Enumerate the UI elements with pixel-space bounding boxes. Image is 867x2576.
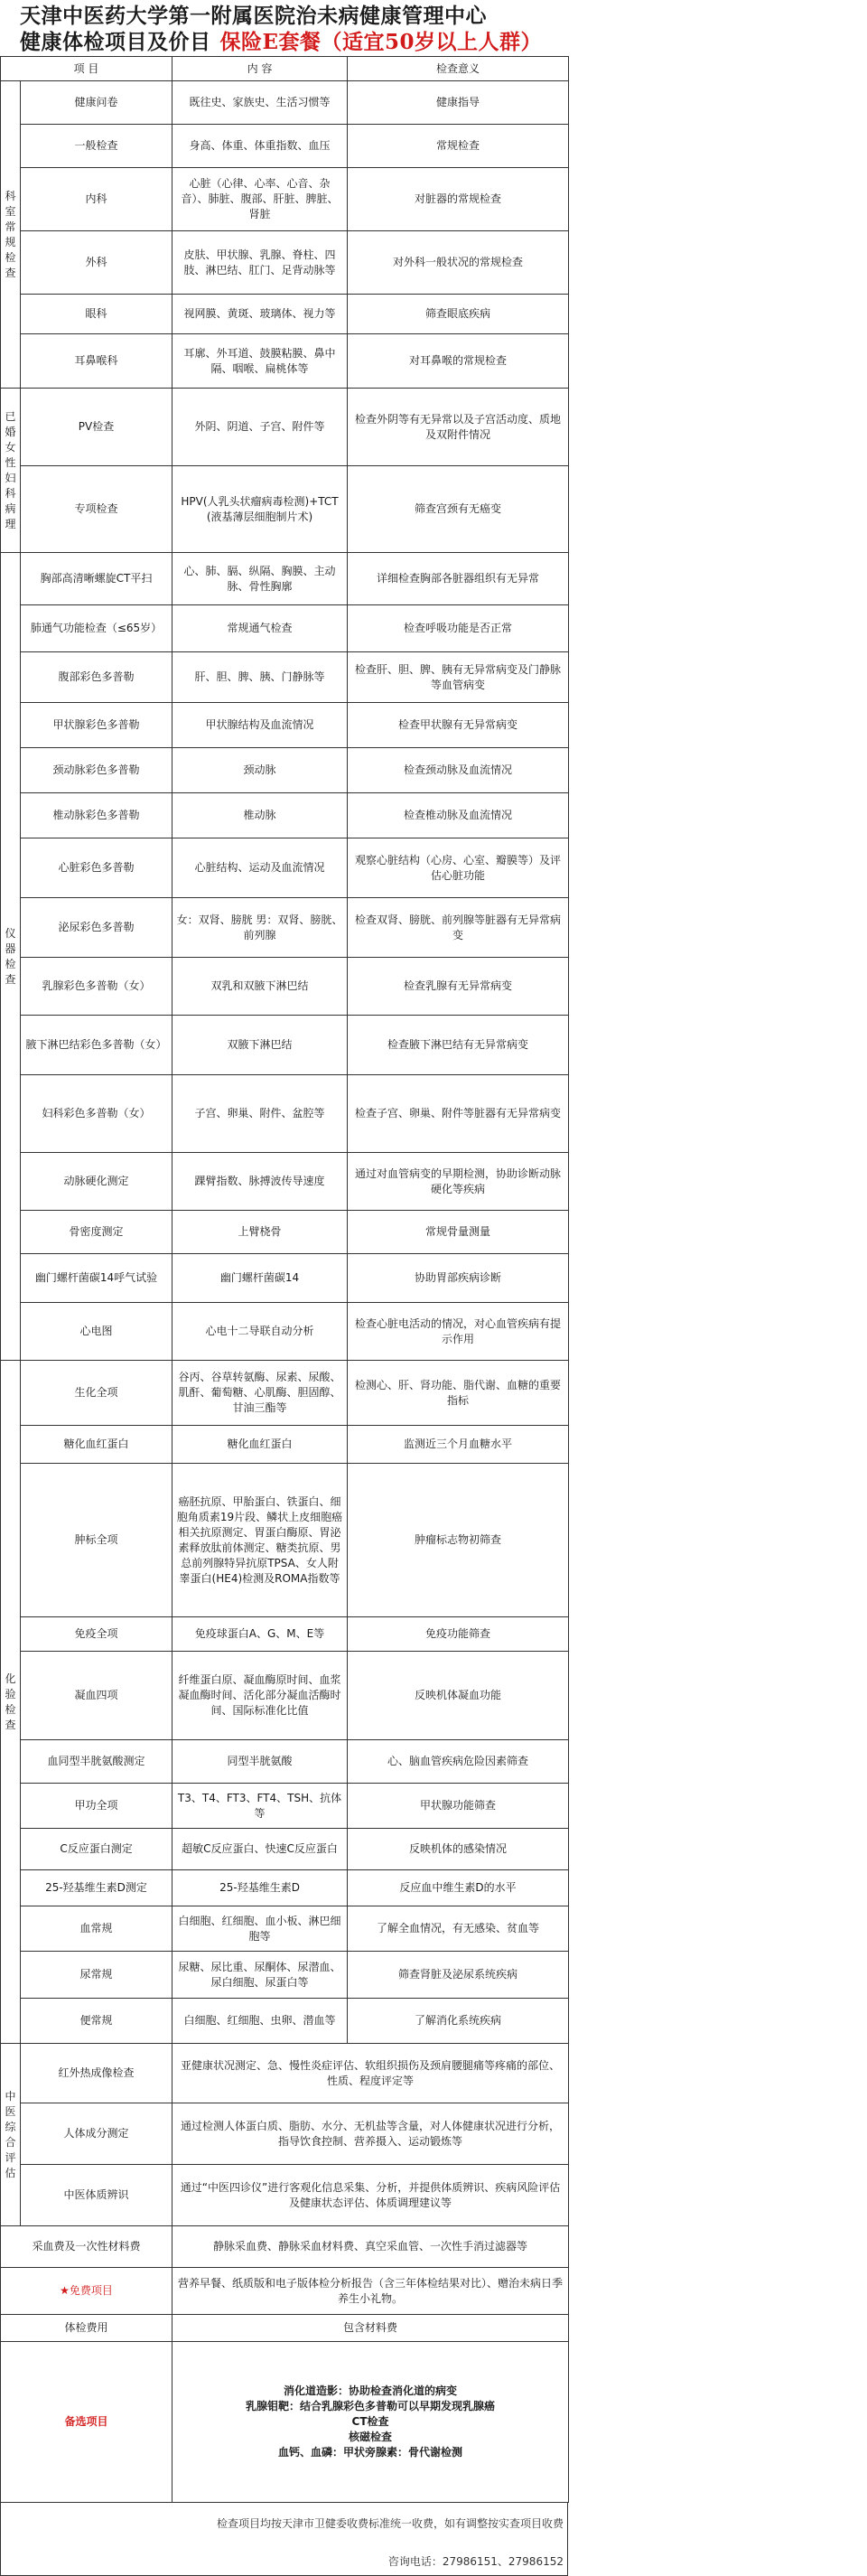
item-name: PV检查 bbox=[21, 389, 172, 466]
item-name: 颈动脉彩色多普勒 bbox=[21, 748, 172, 793]
table-row bbox=[1, 168, 569, 231]
table-row bbox=[1, 1784, 569, 1829]
item-name: 红外热成像检查 bbox=[21, 2044, 172, 2103]
item-meaning: 筛查肾脏及泌尿系统疾病 bbox=[348, 1952, 569, 1999]
item-name: 乳腺彩色多普勒（女） bbox=[21, 958, 172, 1016]
table-row bbox=[1, 1829, 569, 1870]
hospital-title: 天津中医药大学第一附属医院治未病健康管理中心 bbox=[20, 4, 487, 28]
item-meaning: 甲状腺功能筛查 bbox=[348, 1784, 569, 1829]
item-content: T3、T4、FT3、FT4、TSH、抗体等 bbox=[172, 1784, 348, 1829]
table-row bbox=[1, 1617, 569, 1652]
item-name: 凝血四项 bbox=[21, 1652, 172, 1740]
item-content: 颈动脉 bbox=[172, 748, 348, 793]
item-name: 25-羟基维生素D测定 bbox=[21, 1870, 172, 1906]
column-header-item: 项 目 bbox=[1, 57, 172, 81]
item-meaning: 检查双肾、膀胱、前列腺等脏器有无异常病变 bbox=[348, 898, 569, 958]
item-name: 专项检查 bbox=[21, 466, 172, 553]
table-row bbox=[1, 2268, 569, 2315]
item-meaning: 检查肝、胆、脾、胰有无异常病变及门静脉等血管病变 bbox=[348, 652, 569, 703]
table-row bbox=[1, 2226, 569, 2268]
category-lab: 化验检查 bbox=[1, 1361, 21, 2044]
item-content: 常规通气检查 bbox=[172, 605, 348, 652]
item-meaning: 对耳鼻喉的常规检查 bbox=[348, 334, 569, 389]
table-row bbox=[1, 1303, 569, 1361]
exam-fee-label: 体检费用 bbox=[1, 2315, 172, 2342]
item-meaning: 检查心脏电活动的情况，对心血管疾病有提示作用 bbox=[348, 1303, 569, 1361]
item-content: 尿糖、尿比重、尿酮体、尿潜血、尿白细胞、尿蛋白等 bbox=[172, 1952, 348, 1999]
item-meaning: 了解消化系统疾病 bbox=[348, 1999, 569, 2044]
exam-fee-content: 包含材料费 bbox=[172, 2315, 569, 2342]
item-name: 心电图 bbox=[21, 1303, 172, 1361]
item-content: 纤维蛋白原、凝血酶原时间、血浆凝血酶时间、活化部分凝血活酶时间、国际标准化比值 bbox=[172, 1652, 348, 1740]
item-meaning: 反映机体的感染情况 bbox=[348, 1829, 569, 1870]
item-content: 通过“中医四诊仪”进行客观化信息采集、分析，并提供体质辨识、疾病风险评估及健康状态评估、体质调理建议等 bbox=[172, 2165, 569, 2226]
item-content: 心脏（心律、心率、心音、杂音）、肺脏、腹部、肝脏、脾脏、肾脏 bbox=[172, 168, 348, 231]
item-meaning: 协助胃部疾病诊断 bbox=[348, 1254, 569, 1303]
item-meaning: 详细检查胸部各脏器组织有无异常 bbox=[348, 553, 569, 605]
table-row bbox=[1, 898, 569, 958]
table-row bbox=[1, 2165, 569, 2226]
star-icon: ★ bbox=[60, 2284, 70, 2297]
item-meaning: 检查乳腺有无异常病变 bbox=[348, 958, 569, 1016]
item-content: 幽门螺杆菌碳14 bbox=[172, 1254, 348, 1303]
table-row bbox=[1, 231, 569, 295]
item-meaning: 肿瘤标志物初筛查 bbox=[348, 1464, 569, 1617]
table-row bbox=[1, 652, 569, 703]
table-row bbox=[1, 1254, 569, 1303]
table-row bbox=[1, 2315, 569, 2342]
item-name: 椎动脉彩色多普勒 bbox=[21, 793, 172, 838]
item-name: 腹部彩色多普勒 bbox=[21, 652, 172, 703]
item-content: 通过检测人体蛋白质、脂肪、水分、无机盐等含量，对人体健康状况进行分析，指导饮食控制、营养摄入、运动锻炼等 bbox=[172, 2103, 569, 2165]
item-name: 中医体质辨识 bbox=[21, 2165, 172, 2226]
item-content: 白细胞、红细胞、虫卵、潜血等 bbox=[172, 1999, 348, 2044]
item-name: 血同型半胱氨酸测定 bbox=[21, 1740, 172, 1784]
table-row bbox=[1, 334, 569, 389]
optional-item: CT检查 bbox=[351, 2415, 389, 2428]
item-name: 尿常规 bbox=[21, 1952, 172, 1999]
item-name: 生化全项 bbox=[21, 1361, 172, 1426]
item-content: 心脏结构、运动及血流情况 bbox=[172, 838, 348, 898]
item-meaning: 对外科一般状况的常规检查 bbox=[348, 231, 569, 295]
column-header-meaning: 检查意义 bbox=[348, 57, 569, 81]
item-content: 白细胞、红细胞、血小板、淋巴细胞等 bbox=[172, 1906, 348, 1952]
table-row bbox=[1, 1464, 569, 1617]
item-meaning: 反应血中维生素D的水平 bbox=[348, 1870, 569, 1906]
table-row bbox=[1, 295, 569, 334]
optional-item: 核磁检查 bbox=[349, 2431, 393, 2443]
item-name: 糖化血红蛋白 bbox=[21, 1426, 172, 1464]
item-name: 内科 bbox=[21, 168, 172, 231]
table-row bbox=[1, 553, 569, 605]
item-meaning: 筛查宫颈有无癌变 bbox=[348, 466, 569, 553]
item-content: 癌胚抗原、甲胎蛋白、铁蛋白、细胞角质素19片段、鳞状上皮细胞癌相关抗原测定、胃蛋白酶原、胃泌素释放肽前体测定、糖类抗原、男总前列腺特异抗原TPSA、女人附睾蛋白(HE4)检测及ROMA指数等 bbox=[172, 1464, 348, 1617]
fee-note: 检查项目均按天津市卫健委收费标准统一收费，如有调整按实查项目收费 bbox=[216, 2517, 564, 2530]
table-row bbox=[1, 1016, 569, 1075]
item-name: 外科 bbox=[21, 231, 172, 295]
table-row bbox=[1, 838, 569, 898]
table-row bbox=[1, 2044, 569, 2103]
item-content: HPV(人乳头状瘤病毒检测)+TCT(液基薄层细胞制片术) bbox=[172, 466, 348, 553]
item-meaning: 监测近三个月血糖水平 bbox=[348, 1426, 569, 1464]
item-meaning: 检查椎动脉及血流情况 bbox=[348, 793, 569, 838]
item-content: 甲状腺结构及血流情况 bbox=[172, 703, 348, 748]
free-items-text: 免费项目 bbox=[69, 2284, 113, 2297]
item-content: 视网膜、黄斑、玻璃体、视力等 bbox=[172, 295, 348, 334]
item-content: 既往史、家族史、生活习惯等 bbox=[172, 81, 348, 125]
item-name: 耳鼻喉科 bbox=[21, 334, 172, 389]
table-row bbox=[1, 703, 569, 748]
item-meaning: 常规检查 bbox=[348, 125, 569, 168]
item-content: 双腋下淋巴结 bbox=[172, 1016, 348, 1075]
table-row bbox=[1, 1426, 569, 1464]
free-items-label bbox=[1, 2268, 172, 2315]
item-content: 免疫球蛋白A、G、M、E等 bbox=[172, 1617, 348, 1652]
item-name: 妇科彩色多普勒（女） bbox=[21, 1075, 172, 1153]
item-name: 动脉硬化测定 bbox=[21, 1153, 172, 1211]
table-row bbox=[1, 1740, 569, 1784]
item-name: 肿标全项 bbox=[21, 1464, 172, 1617]
item-name: 骨密度测定 bbox=[21, 1211, 172, 1254]
optional-items-content bbox=[172, 2342, 569, 2503]
table-row bbox=[1, 748, 569, 793]
item-content: 身高、体重、体重指数、血压 bbox=[172, 125, 348, 168]
item-content: 女：双肾、膀胱 男：双肾、膀胱、前列腺 bbox=[172, 898, 348, 958]
item-meaning: 筛查眼底疾病 bbox=[348, 295, 569, 334]
item-content: 糖化血红蛋白 bbox=[172, 1426, 348, 1464]
table-row bbox=[1, 2103, 569, 2165]
item-name: 泌尿彩色多普勒 bbox=[21, 898, 172, 958]
item-name: 胸部高清晰螺旋CT平扫 bbox=[21, 553, 172, 605]
item-meaning: 检测心、肝、肾功能、脂代谢、血糖的重要指标 bbox=[348, 1361, 569, 1426]
item-content: 亚健康状况测定、急、慢性炎症评估、软组织损伤及颈肩腰腿痛等疼痛的部位、性质、程度评定等 bbox=[172, 2044, 569, 2103]
item-content: 椎动脉 bbox=[172, 793, 348, 838]
item-meaning: 检查呼吸功能是否正常 bbox=[348, 605, 569, 652]
item-content: 心、肺、膈、纵隔、胸膜、主动脉、骨性胸廓 bbox=[172, 553, 348, 605]
item-meaning: 心、脑血管疾病危险因素筛查 bbox=[348, 1740, 569, 1784]
free-items-content: 营养早餐、纸质版和电子版体检分析报告（含三年体检结果对比）、赠治未病日季养生小礼物。 bbox=[172, 2268, 569, 2315]
item-name: 眼科 bbox=[21, 295, 172, 334]
table-row bbox=[1, 1075, 569, 1153]
item-name: 甲功全项 bbox=[21, 1784, 172, 1829]
item-content: 子宫、卵巢、附件、盆腔等 bbox=[172, 1075, 348, 1153]
item-name: 肺通气功能检查（≤65岁） bbox=[21, 605, 172, 652]
item-content: 超敏C反应蛋白、快速C反应蛋白 bbox=[172, 1829, 348, 1870]
item-meaning: 反映机体凝血功能 bbox=[348, 1652, 569, 1740]
item-meaning: 检查甲状腺有无异常病变 bbox=[348, 703, 569, 748]
item-meaning: 观察心脏结构（心房、心室、瓣膜等）及评估心脏功能 bbox=[348, 838, 569, 898]
table-row bbox=[1, 1870, 569, 1906]
blood-fee-label: 采血费及一次性材料费 bbox=[1, 2226, 172, 2268]
item-name: 便常规 bbox=[21, 1999, 172, 2044]
table-row bbox=[1, 466, 569, 553]
item-meaning: 常规骨量测量 bbox=[348, 1211, 569, 1254]
item-content: 皮肤、甲状腺、乳腺、脊柱、四肢、淋巴结、肛门、足背动脉等 bbox=[172, 231, 348, 295]
item-name: 心脏彩色多普勒 bbox=[21, 838, 172, 898]
table-row bbox=[1, 2342, 569, 2503]
table-row bbox=[1, 81, 569, 125]
item-content: 外阴、阴道、子宫、附件等 bbox=[172, 389, 348, 466]
item-meaning: 检查腋下淋巴结有无异常病变 bbox=[348, 1016, 569, 1075]
optional-item: 血钙、血磷：甲状旁腺素：骨代谢检测 bbox=[278, 2446, 463, 2459]
item-content: 双乳和双腋下淋巴结 bbox=[172, 958, 348, 1016]
item-name: 健康问卷 bbox=[21, 81, 172, 125]
item-content: 上臂桡骨 bbox=[172, 1211, 348, 1254]
item-content: 踝臂指数、脉搏波传导速度 bbox=[172, 1153, 348, 1211]
item-name: 幽门螺杆菌碳14呼气试验 bbox=[21, 1254, 172, 1303]
item-name: 血常规 bbox=[21, 1906, 172, 1952]
item-content: 心电十二导联自动分析 bbox=[172, 1303, 348, 1361]
table-row bbox=[1, 1361, 569, 1426]
table-row bbox=[1, 1999, 569, 2044]
optional-items-label: 备选项目 bbox=[1, 2342, 172, 2503]
category-routine: 科室常规检查 bbox=[1, 81, 21, 389]
table-row bbox=[1, 389, 569, 466]
table-row bbox=[1, 958, 569, 1016]
item-content: 25-羟基维生素D bbox=[172, 1870, 348, 1906]
exam-items-table bbox=[0, 56, 569, 2503]
sheet-header bbox=[0, 0, 867, 56]
item-meaning: 健康指导 bbox=[348, 81, 569, 125]
footer-box bbox=[0, 2503, 568, 2576]
item-name: 一般检查 bbox=[21, 125, 172, 168]
optional-item: 消化道造影：协助检查消化道的病变 bbox=[284, 2384, 458, 2397]
item-content: 肝、胆、脾、胰、门静脉等 bbox=[172, 652, 348, 703]
item-content: 同型半胱氨酸 bbox=[172, 1740, 348, 1784]
item-name: 腋下淋巴结彩色多普勒（女） bbox=[21, 1016, 172, 1075]
item-meaning: 了解全血情况，有无感染、贫血等 bbox=[348, 1906, 569, 1952]
item-meaning: 免疫功能筛查 bbox=[348, 1617, 569, 1652]
table-row bbox=[1, 793, 569, 838]
table-row bbox=[1, 1952, 569, 1999]
category-tcm: 中医综合评估 bbox=[1, 2044, 21, 2226]
table-row bbox=[1, 1211, 569, 1254]
sheet-subtitle bbox=[20, 29, 867, 55]
consult-phone: 咨询电话：27986151、27986152 bbox=[387, 2555, 564, 2568]
item-name: 甲状腺彩色多普勒 bbox=[21, 703, 172, 748]
item-content: 耳廓、外耳道、鼓膜粘膜、鼻中隔、咽喉、扁桃体等 bbox=[172, 334, 348, 389]
blood-fee-content: 静脉采血费、静脉采血材料费、真空采血管、一次性手消过滤器等 bbox=[172, 2226, 569, 2268]
package-name: 保险E套餐（适宜50岁以上人群） bbox=[219, 30, 543, 54]
category-gyn: 已婚女性妇科病理 bbox=[1, 389, 21, 553]
table-row bbox=[1, 1153, 569, 1211]
sheet-subtitle-main: 健康体检项目及价目 bbox=[20, 30, 211, 54]
item-name: 免疫全项 bbox=[21, 1617, 172, 1652]
table-header-row bbox=[1, 57, 569, 81]
category-instrument: 仪器检查 bbox=[1, 553, 21, 1361]
item-name: C反应蛋白测定 bbox=[21, 1829, 172, 1870]
item-meaning: 检查颈动脉及血流情况 bbox=[348, 748, 569, 793]
item-content: 谷丙、谷草转氨酶、尿素、尿酸、肌酐、葡萄糖、心肌酶、胆固醇、甘油三酯等 bbox=[172, 1361, 348, 1426]
optional-item: 乳腺钼靶：结合乳腺彩色多普勒可以早期发现乳腺癌 bbox=[246, 2400, 496, 2412]
table-row bbox=[1, 125, 569, 168]
column-header-content: 内 容 bbox=[172, 57, 348, 81]
item-meaning: 对脏器的常规检查 bbox=[348, 168, 569, 231]
item-meaning: 通过对血管病变的早期检测，协助诊断动脉硬化等疾病 bbox=[348, 1153, 569, 1211]
item-meaning: 检查子宫、卵巢、附件等脏器有无异常病变 bbox=[348, 1075, 569, 1153]
item-meaning: 检查外阴等有无异常以及子宫活动度、质地及双附件情况 bbox=[348, 389, 569, 466]
item-name: 人体成分测定 bbox=[21, 2103, 172, 2165]
table-row bbox=[1, 605, 569, 652]
table-row bbox=[1, 1906, 569, 1952]
table-row bbox=[1, 1652, 569, 1740]
